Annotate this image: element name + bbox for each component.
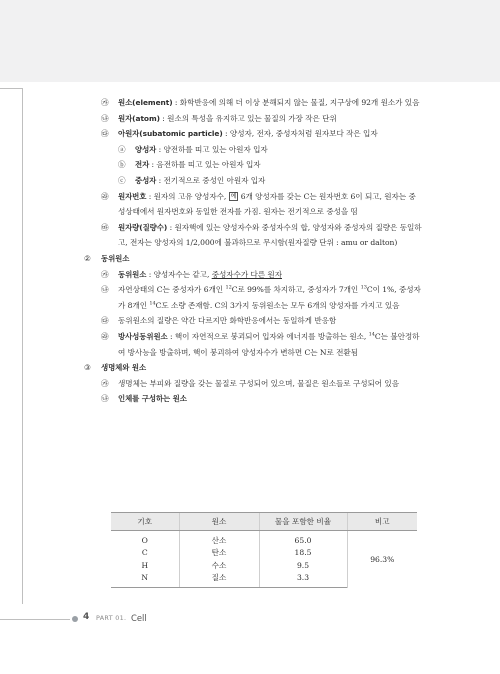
text-organism-matter: 생명체는 부피와 질량을 갖는 물질로 구성되어 있으며, 물질은 원소들로 구성되어 있음 — [118, 378, 399, 388]
item-marker: ㉱ — [101, 331, 109, 341]
def-electron: : 음전하를 띠고 있는 아원자 입자 — [149, 160, 261, 170]
item-marker: ㉱ — [101, 191, 109, 201]
subheading-body-elements: 인체를 구성하는 원소 — [118, 394, 187, 404]
section-organisms-heading — [84, 360, 422, 376]
cell-symbol: N — [111, 572, 179, 588]
cell-symbol: C — [141, 548, 148, 558]
superscript-14: 14 — [368, 331, 375, 338]
item-isotope-mass — [84, 313, 422, 329]
def-radioisotope-b: C는 불안정하여 방사능을 방출하며, 핵이 붕괴하여 양성자수가 변하면 C는 N로 전환됨 — [118, 331, 420, 357]
frame-rule-left — [22, 88, 23, 604]
text-c: C이 1%, 중성자가 8개인 — [118, 285, 421, 310]
cell-ratio: 18.5 — [259, 547, 347, 560]
item-marker: ㉰ — [101, 316, 109, 326]
text-b: C로 99%를 차지하고, 중성자가 7개인 — [231, 285, 361, 295]
term-element: 원소(element) — [118, 98, 173, 107]
header-band — [0, 0, 500, 82]
section-isotopes-heading — [84, 251, 422, 267]
footer-part-label: PART 01. — [96, 614, 127, 622]
item-marker: ㉮ — [101, 378, 109, 388]
text-isotope-mass: 동위원소의 질량은 약간 다르지만 화학반응에서는 동일하게 반응함 — [118, 316, 337, 326]
item-isotope-def — [84, 267, 422, 283]
def-atomic-number-a: : 원자의 고유 양성자수, — [146, 191, 229, 201]
page-number: 4 — [83, 612, 90, 622]
item-proton — [84, 142, 422, 158]
item-marker: ㉲ — [101, 222, 109, 232]
body-elements-table — [111, 512, 417, 588]
sub-marker: ⓐ — [118, 144, 126, 154]
def-subatomic: : 양성자, 전자, 중성자처럼 원자보다 작은 입자 — [222, 129, 378, 139]
term-isotope: 동위원소 — [118, 269, 147, 279]
cell-ratio: 9.5 — [259, 559, 347, 572]
section-title: 생명체와 원소 — [101, 363, 147, 373]
cell-element: 수소 — [179, 559, 259, 572]
def-neutron: : 전기적으로 중성인 아원자 입자 — [156, 175, 266, 185]
def-proton: : 양전하를 띠고 있는 아원자 입자 — [156, 144, 268, 154]
item-subatomic — [84, 126, 422, 142]
sub-marker: ⓑ — [118, 160, 126, 170]
term-subatomic: 아원자(subatomic particle) — [118, 129, 223, 139]
item-atom — [84, 111, 422, 127]
superscript-12: 12 — [225, 284, 232, 291]
item-organism-matter — [84, 376, 422, 392]
col-header-element: 원소 — [179, 513, 259, 531]
col-header-symbol: 기호 — [111, 513, 179, 531]
section-title: 동위원소 — [101, 253, 130, 263]
section-marker: ② — [84, 253, 91, 263]
item-marker: ㉯ — [101, 285, 109, 295]
item-marker: ㉯ — [101, 394, 109, 404]
superscript-13: 13 — [360, 284, 367, 291]
table-header-row — [111, 513, 417, 531]
cell-element: 질소 — [179, 572, 259, 588]
item-element — [84, 95, 422, 111]
item-neutron — [84, 173, 422, 189]
text-a: 자연상태의 C는 중성자가 6개인 — [118, 285, 226, 295]
def-atomic-number-b: 6개 양성자를 갖는 C는 원자번호 6이 되고, 원자는 중성상태에서 원자번호와 동일한 전자를 가짐. 원자는 전기적으로 중성을 띰 — [118, 191, 416, 217]
footer-rule — [0, 619, 70, 620]
item-electron — [84, 157, 422, 173]
item-marker: ㉯ — [101, 113, 109, 123]
col-header-note: 비고 — [347, 513, 417, 531]
cell-symbol: H — [141, 560, 149, 570]
footer-chapter-label: Cell — [131, 612, 147, 623]
term-atomic-number: 원자번호 — [118, 191, 147, 201]
def-radioisotope-a: : 핵이 자연적으로 붕괴되어 입자와 에너지를 방출하는 원소, — [167, 331, 369, 341]
example-box: 예 — [230, 192, 237, 200]
cell-note: 96.3% — [347, 531, 417, 588]
cell-element: 산소 — [179, 531, 259, 547]
page-content — [84, 95, 422, 407]
text-d: C도 소량 존재함. C의 3가지 동위원소는 모두 6개의 양성자를 가지고 있음 — [155, 300, 400, 310]
term-atom: 원자(atom) — [118, 113, 160, 123]
def-atom: : 원소의 특성을 유지하고 있는 물질의 가장 작은 단위 — [159, 113, 337, 123]
item-atomic-mass — [84, 220, 422, 251]
table-row — [111, 531, 417, 547]
item-marker: ㉮ — [101, 269, 109, 279]
cell-ratio: 3.3 — [259, 572, 347, 588]
term-proton: 양성자 — [135, 144, 157, 154]
term-neutron: 중성자 — [135, 175, 157, 185]
cell-symbol: O — [141, 535, 148, 545]
cell-element: 탄소 — [179, 547, 259, 560]
item-body-elements — [84, 391, 422, 407]
cell-ratio: 65.0 — [259, 531, 347, 547]
section-marker: ③ — [84, 363, 91, 373]
term-atomic-mass: 원자량(질량수) — [118, 222, 168, 232]
term-electron: 전자 — [135, 160, 150, 170]
page-footer — [0, 612, 500, 626]
item-carbon-isotopes — [84, 282, 422, 313]
item-radioisotope — [84, 329, 422, 360]
col-header-ratio: 물을 포함한 비율 — [259, 513, 347, 531]
term-radioisotope: 방사성동위원소 — [118, 331, 168, 341]
frame-rule-top — [0, 88, 22, 89]
def-isotope-a: : 양성자수는 같고, — [146, 269, 212, 279]
sub-marker: ⓒ — [118, 175, 126, 185]
superscript-14: 14 — [149, 300, 156, 307]
item-marker: ㉰ — [101, 129, 109, 139]
def-element: : 화학반응에 의해 더 이상 분해되지 않는 물질, 지구상에 92개 원소가 있음 — [172, 98, 420, 107]
footer-bullet-icon — [72, 616, 78, 622]
item-marker: ㉮ — [101, 98, 109, 107]
item-atomic-number — [84, 189, 422, 220]
def-atomic-mass: : 원자핵에 있는 양성자수와 중성자수의 합, 양성자와 중성자의 질량은 동일하고, 전자는 양성자의 1/2,000에 불과하므로 무시함(원자질량 단위 : amu or dalton) — [118, 222, 422, 248]
def-isotope-underlined: 중성자수가 다른 원자 — [211, 269, 282, 279]
